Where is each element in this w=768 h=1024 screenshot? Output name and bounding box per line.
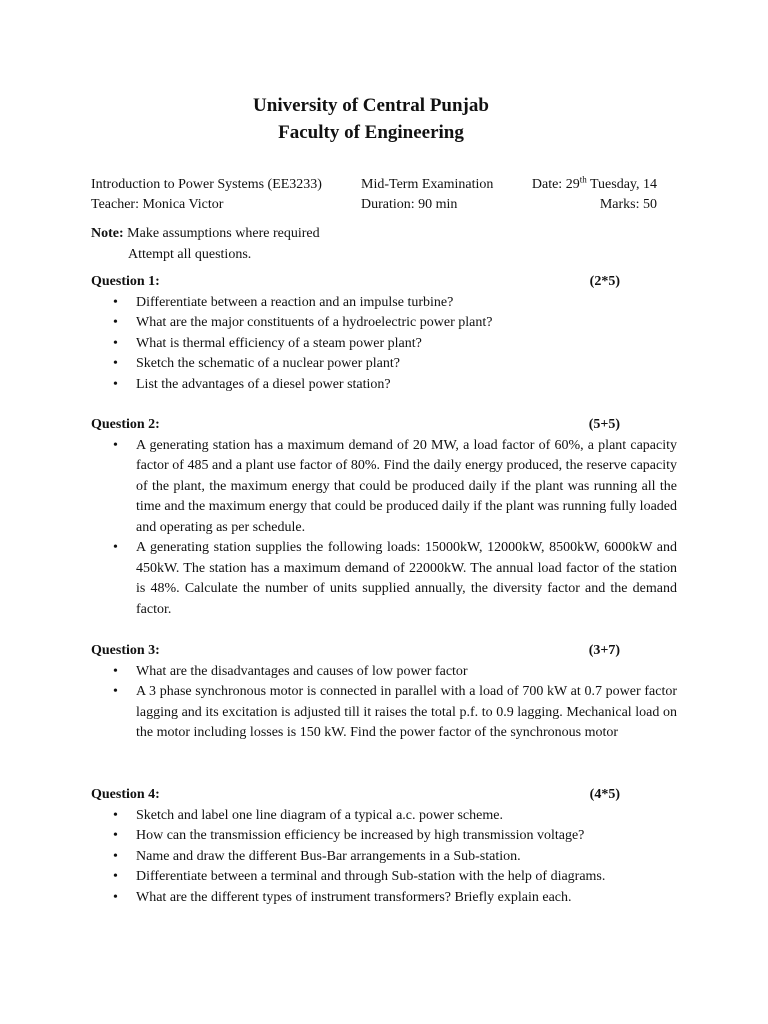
question-items (91, 806, 620, 909)
bullet-icon: • (113, 540, 118, 555)
item-text: A generating station has a maximum demand of 20 MW, a load factor of 60%, a plant capacity factor of 485 and a plant use factor of 80%. Find the daily energy produced, the reserve capacity of the plant, the maximum energy that could be produced daily if the plant was running all the time and the maximum energy that could be produced daily if the plant was running fully loaded and operating as per schedule. (136, 437, 677, 535)
note-line-2: Attempt all questions. (128, 246, 252, 262)
list-item (91, 313, 620, 334)
question-items (91, 293, 620, 396)
question-1 (91, 272, 620, 395)
list-item (91, 662, 620, 683)
bullet-icon: • (113, 828, 118, 843)
exam-duration: Duration: 90 min (361, 197, 458, 212)
bullet-icon: • (113, 807, 118, 823)
list-item (91, 867, 620, 888)
faculty-title: Faculty of Engineering (278, 122, 464, 143)
question-marks: (2*5) (589, 274, 620, 289)
list-item (91, 847, 620, 868)
item-text: What are the major constituents of a hydroelectric power plant? (136, 315, 493, 330)
item-text: Sketch and label one line diagram of a typical a.c. power scheme. (136, 807, 503, 823)
teacher-name: Teacher: Monica Victor (91, 197, 224, 212)
bullet-icon: • (113, 376, 118, 392)
date-superscript: th (579, 174, 587, 185)
note-section (91, 224, 657, 265)
item-text: A 3 phase synchronous motor is connected in parallel with a load of 700 kW at 0.7 power factor lagging and its excitation is adjusted till it raises the total p.f. to 0.9 lagging. Mechanical load on the motor including losses is 150 kW. Find the power factor of the synchronous motor (136, 684, 677, 740)
note-label: Note: (91, 226, 124, 241)
list-item (91, 293, 620, 314)
list-item (91, 436, 677, 539)
list-item (91, 354, 620, 375)
list-item (91, 806, 620, 827)
item-text: What are the different types of instrument transformers? Briefly explain each. (136, 889, 572, 905)
question-title: Question 1: (91, 274, 160, 289)
bullet-icon: • (113, 315, 118, 330)
exam-date (532, 175, 657, 196)
item-text: List the advantages of a diesel power station? (136, 376, 391, 392)
question-title: Question 4: (91, 787, 160, 802)
item-text: A generating station supplies the following loads: 15000kW, 12000kW, 8500kW, 6000kW and 450kW. The station has a maximum demand of 22000kW. The annual load factor of the station is 48%. Calculate the number of units supplied annually, the diversity factor and the demand factor. (136, 540, 677, 617)
item-text: Differentiate between a reaction and an impulse turbine? (136, 294, 454, 310)
bullet-icon: • (113, 294, 118, 310)
question-title: Question 3: (91, 643, 160, 658)
question-header (91, 272, 620, 293)
bullet-icon: • (113, 356, 118, 371)
question-header (91, 641, 620, 662)
bullet-icon: • (113, 889, 118, 905)
course-name: Introduction to Power Systems (EE3233) (91, 177, 322, 192)
note-line-1: Make assumptions where required (123, 226, 320, 241)
bullet-icon: • (113, 335, 118, 351)
list-item (91, 538, 677, 620)
item-text: Differentiate between a terminal and through Sub-station with the help of diagrams. (136, 869, 606, 884)
item-text: Sketch the schematic of a nuclear power plant? (136, 356, 400, 371)
list-item (91, 826, 620, 847)
question-marks: (3+7) (588, 643, 620, 658)
list-item (91, 888, 620, 909)
list-item (91, 682, 677, 744)
bullet-icon: • (113, 437, 118, 453)
bullet-icon: • (113, 663, 118, 679)
item-text: What are the disadvantages and causes of low power factor (136, 663, 468, 679)
question-items (91, 436, 677, 621)
total-marks: Marks: 50 (599, 197, 657, 212)
question-items (91, 662, 677, 744)
course-info-row (91, 175, 657, 195)
question-3 (91, 641, 677, 744)
exam-type: Mid-Term Examination (361, 177, 494, 192)
list-item (91, 375, 620, 396)
bullet-icon: • (113, 848, 118, 864)
bullet-icon: • (113, 869, 118, 884)
teacher-info-row (91, 195, 657, 215)
question-marks: (5+5) (588, 417, 620, 432)
item-text: What is thermal efficiency of a steam power plant? (136, 335, 422, 351)
item-text: How can the transmission efficiency be increased by high transmission voltage? (136, 828, 585, 843)
question-header (91, 785, 620, 806)
question-marks: (4*5) (589, 787, 620, 802)
bullet-icon: • (113, 684, 118, 699)
question-4 (91, 785, 620, 908)
item-text: Name and draw the different Bus-Bar arrangements in a Sub-station. (136, 848, 521, 864)
question-2 (91, 415, 677, 620)
question-header (91, 415, 620, 436)
date-prefix: Date: 29 (531, 177, 580, 192)
university-title: University of Central Punjab (253, 95, 489, 116)
question-title: Question 2: (91, 417, 160, 432)
list-item (91, 334, 620, 355)
date-suffix: Tuesday, 14 (586, 177, 657, 192)
